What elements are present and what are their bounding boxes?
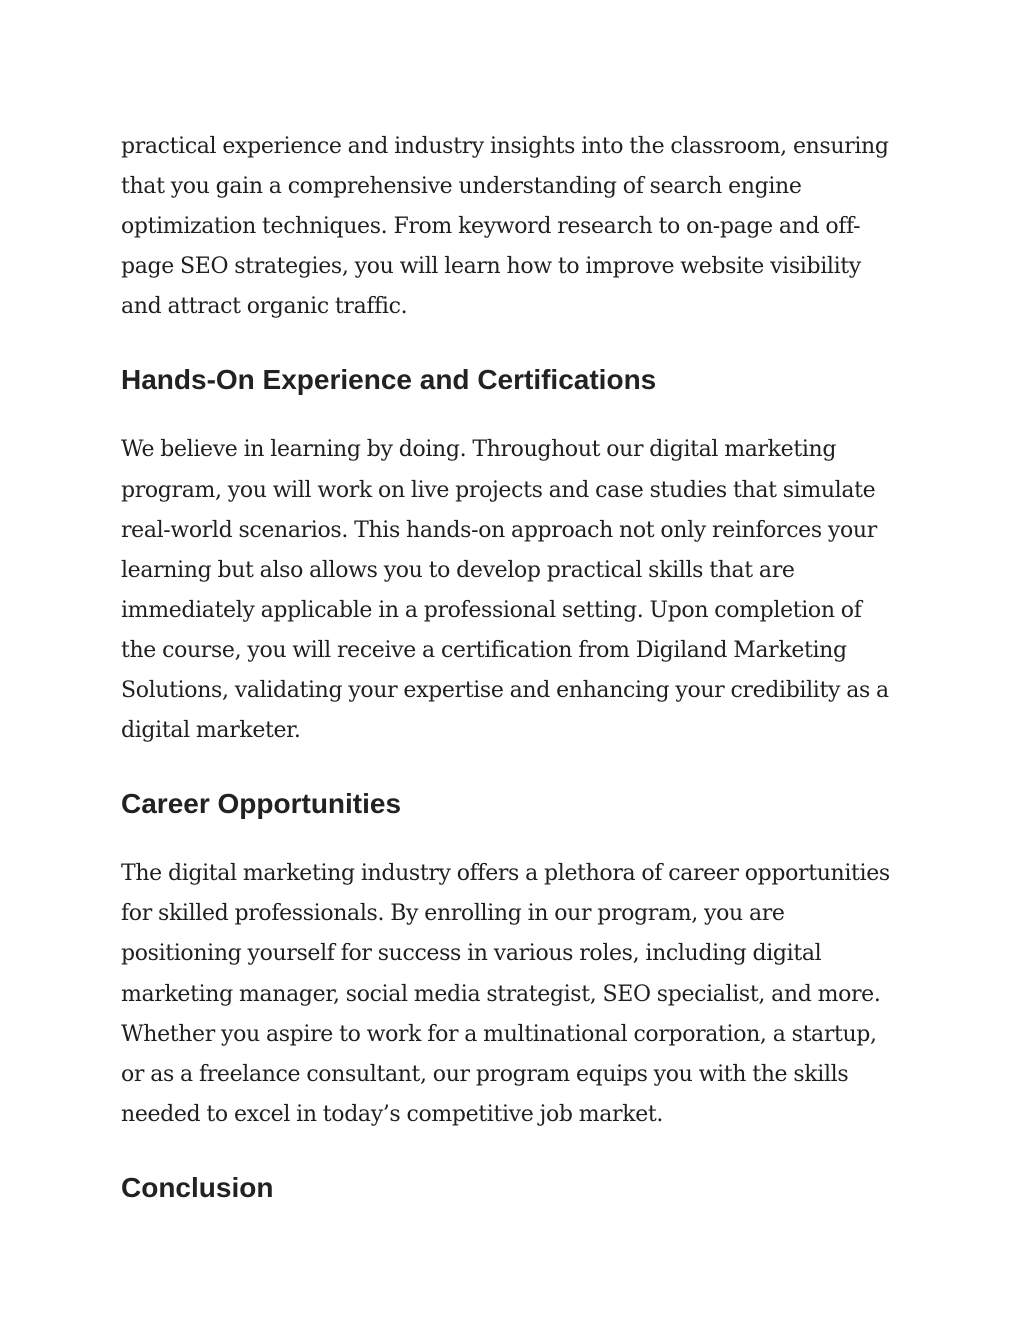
paragraph-line: immediately applicable in a professional setting. Upon completion of xyxy=(121,597,862,623)
paragraph-line: The digital marketing industry offers a plethora of career opportunities xyxy=(121,861,890,887)
paragraph-line: learning but also allows you to develop practical skills that are xyxy=(121,557,795,583)
paragraph-line: Solutions, validating your expertise and enhancing your credibility as a xyxy=(121,678,889,704)
paragraph-line: the course, you will receive a certification from Digiland Marketing xyxy=(121,637,847,663)
paragraph-line: We believe in learning by doing. Throughout our digital marketing xyxy=(121,437,837,463)
paragraph-line: needed to excel in today’s competitive job market. xyxy=(121,1101,663,1127)
paragraph-line: or as a freelance consultant, our program equips you with the skills xyxy=(121,1061,849,1087)
heading-career-opportunities: Career Opportunities xyxy=(121,788,402,820)
paragraph-hands-on-experience xyxy=(121,430,911,751)
paragraph-line: practical experience and industry insights into the classroom, ensuring xyxy=(121,134,889,159)
paragraph-line: real-world scenarios. This hands-on approach not only reinforces your xyxy=(121,517,877,543)
heading-hands-on-experience: Hands-On Experience and Certifications xyxy=(121,364,657,396)
paragraph-line: Whether you aspire to work for a multinational corporation, a startup, xyxy=(121,1021,877,1047)
paragraph-line: page SEO strategies, you will learn how to improve website visibility xyxy=(121,254,861,280)
paragraph-career-opportunities xyxy=(121,854,911,1135)
paragraph-line: digital marketer. xyxy=(121,718,301,744)
paragraph-line: optimization techniques. From keyword research to on-page and off- xyxy=(121,214,861,240)
paragraph-line: marketing manager, social media strategist, SEO specialist, and more. xyxy=(121,981,881,1007)
paragraph-line: program, you will work on live projects and case studies that simulate xyxy=(121,477,876,503)
document-content xyxy=(121,127,911,1208)
paragraph-line: positioning yourself for success in various roles, including digital xyxy=(121,941,822,967)
paragraph-line: that you gain a comprehensive understanding of search engine xyxy=(121,174,802,200)
paragraph-course-intro-continued xyxy=(121,127,911,327)
paragraph-line: and attract organic traffic. xyxy=(121,294,408,320)
heading-conclusion: Conclusion xyxy=(121,1171,274,1203)
paragraph-line: for skilled professionals. By enrolling in our program, you are xyxy=(121,901,785,927)
